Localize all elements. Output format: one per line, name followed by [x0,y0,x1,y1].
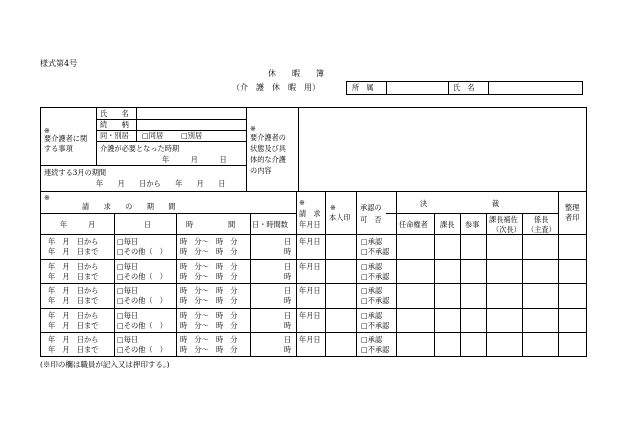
caregiver-mark: ※ [44,126,51,135]
row-c: 年月日 [299,310,321,320]
claim-date-label-2: 年月日 [299,220,321,229]
row-t2: 時 分～ 時 分 [180,320,238,330]
row-o2[interactable]: □その他（ ） [117,345,167,355]
row-l1: 年 月 日から [48,335,99,345]
row-a1[interactable]: □承認 [361,261,383,271]
row-c: 年月日 [299,261,321,271]
state-label-2: 状態及び具 [250,144,286,153]
caregiver-relation-label: 続 柄 [100,120,129,129]
row-d1: 日 [284,310,292,320]
row-o2[interactable]: □その他（ ） [117,247,167,256]
row-c: 年月日 [299,237,321,246]
claim-date-mark: ※ [299,198,306,207]
clerk-label-1: 整理 [565,203,580,212]
dept-field[interactable] [388,82,447,94]
caregiver-section-label-1: 要介護者に関 [44,134,88,143]
row-t1: 時 分～ 時 分 [180,261,238,271]
self-seal-mark: ※ [330,203,337,212]
clerk-label-2: 者印 [565,213,580,222]
self-seal-header: 本人印 [329,213,351,222]
state-label-1: 要介護者の [250,133,286,142]
care-need-date: 年 月 日 [162,155,227,164]
row-a1[interactable]: □承認 [361,237,383,246]
period-value: 年 月 日から 年 月 日 [96,179,226,188]
row-t1: 時 分～ 時 分 [180,335,238,345]
row-l1: 年 月 日から [48,310,99,320]
row-c: 年月日 [299,335,321,345]
row-a2[interactable]: □不承認 [361,247,390,256]
row-a2[interactable]: □不承認 [361,320,390,330]
row-t1: 時 分～ 時 分 [180,237,238,246]
page-subtitle: （介 護 休 暇 用） [232,83,320,92]
row-o1[interactable]: □毎日 [117,335,139,345]
footnote: (※印の欄は職員が記入又は押印する。) [40,360,170,369]
approver-unit-chief-sub: （主査） [527,225,556,234]
col-month: 月 [88,220,96,229]
caregiver-section-label-2: する事項 [44,144,73,153]
state-label-3: 体的な介護 [250,155,286,164]
row-d2: 時 [284,296,292,306]
form-number: 様式第4号 [40,59,78,68]
care-need-label: 介護が必要となった時期 [100,144,180,153]
name-field[interactable] [490,82,582,94]
row-o1[interactable]: □毎日 [117,310,139,320]
col-year: 年 [60,220,68,229]
row-a1[interactable]: □承認 [361,310,383,320]
approval-label-1: 承認の [360,203,382,212]
approval-label-2: 可 否 [360,215,382,224]
row-d2: 時 [284,271,292,281]
approver-counselor: 参事 [465,220,480,229]
row-l2: 年 月 日まで [48,320,99,330]
care-state-field[interactable] [300,109,585,189]
row-a1[interactable]: □承認 [361,335,383,345]
row-a1[interactable]: □承認 [361,286,383,296]
row-l2: 年 月 日まで [48,345,99,355]
row-d2: 時 [284,345,292,355]
row-o1[interactable]: □毎日 [117,237,139,246]
approver-appointer: 任命権者 [399,220,428,229]
row-t2: 時 分～ 時 分 [180,345,238,355]
row-l2: 年 月 日まで [48,296,99,306]
row-a2[interactable]: □不承認 [361,345,390,355]
period-label: 連続する3月の期間 [44,168,107,177]
row-d1: 日 [284,261,292,271]
row-a2[interactable]: □不承認 [361,271,390,281]
claim-period-header: 請 求 の 期 間 [82,202,176,211]
row-o1[interactable]: □毎日 [117,286,139,296]
row-l2: 年 月 日まで [48,247,99,256]
row-t2: 時 分～ 時 分 [180,271,238,281]
state-label-4: の内容 [250,166,272,175]
approver-section-chief: 課長 [440,220,455,229]
state-mark: ※ [250,124,257,133]
caregiver-name-label: 氏 名 [100,109,129,118]
row-l1: 年 月 日から [48,261,99,271]
name-label: 氏 名 [453,83,475,92]
row-d1: 日 [284,286,292,296]
row-t1: 時 分～ 時 分 [180,310,238,320]
row-o1[interactable]: □毎日 [117,261,139,271]
living-separate-checkbox[interactable]: □別居 [181,131,203,140]
dept-label: 所 属 [352,83,374,92]
row-d2: 時 [284,320,292,330]
col-hour: 時 [186,220,194,229]
row-t2: 時 分～ 時 分 [180,247,238,256]
row-c: 年月日 [299,286,321,296]
row-o2[interactable]: □その他（ ） [117,271,167,281]
claim-mark: ※ [44,193,51,202]
decision-header: 決 裁 [420,199,500,208]
row-d1: 日 [284,335,292,345]
approver-unit-chief: 係長 [534,215,549,224]
col-days-hours: 日・時間数 [252,220,288,229]
approver-deputy-chief-sub: （次長） [492,225,521,234]
caregiver-living-label: 同・別居 [100,131,129,140]
row-a2[interactable]: □不承認 [361,296,390,306]
col-day: 日 [144,220,152,229]
approver-deputy-chief: 課長補佐 [489,215,518,224]
row-o2[interactable]: □その他（ ） [117,320,167,330]
row-o2[interactable]: □その他（ ） [117,296,167,306]
row-l1: 年 月 日から [48,237,99,246]
claim-date-label-1: 請 求 [299,209,321,218]
row-d1: 日 [284,237,292,246]
row-t1: 時 分～ 時 分 [180,286,238,296]
col-interval: 間 [228,220,236,229]
page-title: 休 暇 簿 [268,69,324,78]
row-t2: 時 分～ 時 分 [180,296,238,306]
row-d2: 時 [284,247,292,256]
row-l2: 年 月 日まで [48,271,99,281]
living-together-checkbox[interactable]: □同居 [142,131,164,140]
row-l1: 年 月 日から [48,286,99,296]
